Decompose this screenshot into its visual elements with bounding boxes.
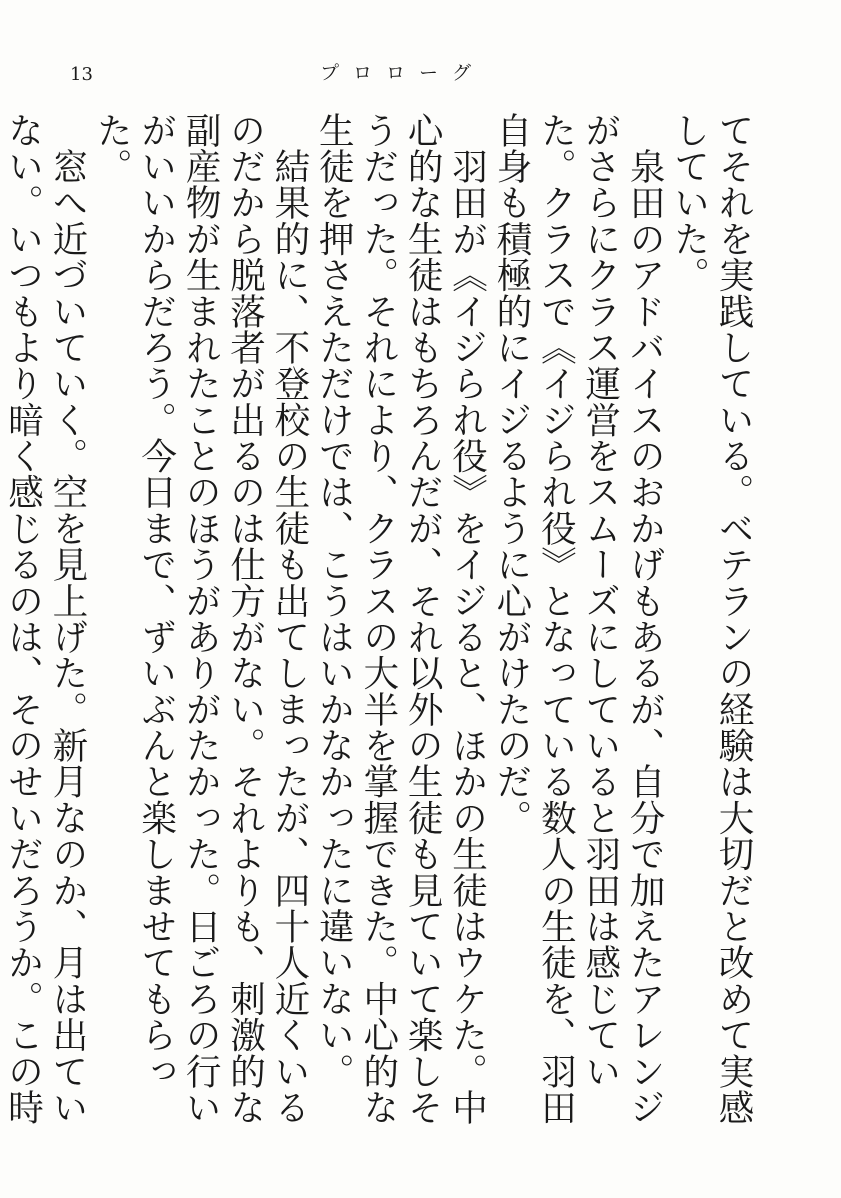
paragraph: 窓へ近づいていく。空を見上げた。新月なのか、月は出ていない。いつもより暗く感じるのは、そのせいだろうか。この時	[2, 112, 88, 1126]
vertical-text-body	[2, 112, 755, 1152]
paragraph: 泉田のアドバイスのおかげもあるが、自分で加えたアレンジがさらにクラス運営をスムーズにしていると羽田は感じていた。クラスで《イジられ役》となっている数人の生徒を、羽田自身も積極的にイジるように心がけたのだ。	[490, 112, 666, 1126]
paragraph: てそれを実践している。ベテランの経験は大切だと改めて実感していた。	[668, 112, 754, 1126]
running-header: プロローグ	[320, 62, 486, 84]
paragraph: 結果的に、不登校の生徒も出てしまったが、四十人近くいるのだから脱落者が出るのは仕方がない。それよりも、刺激的な副産物が生まれたことのほうがありがたかった。日ごろの行いがいいからだろう。今日まで、ずいぶんと楽しませてもらった。	[91, 112, 310, 1126]
paragraph: 羽田が《イジられ役》をイジると、ほかの生徒はウケた。中心的な生徒はもちろんだが、それ以外の生徒も見ていて楽しそうだった。それにより、クラスの大半を掌握できた。中心的な生徒を押さえただけでは、こうはいかなかったに違いない。	[313, 112, 488, 1126]
page-number: 13	[70, 64, 93, 85]
